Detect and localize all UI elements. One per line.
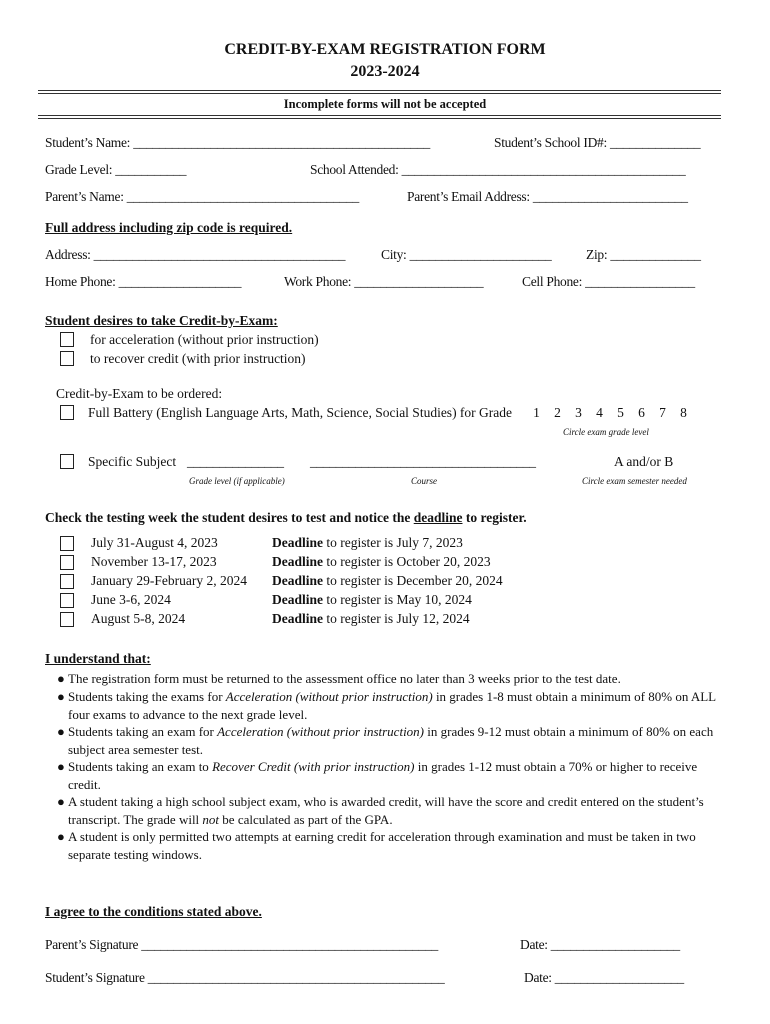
student-date-field[interactable]: Date: ____________________ [524,970,684,985]
condition-item: ● A student taking a high school subject exam, who is awarded credit, will have the score and credit entered on the student’s transcript. The grade will not be calculated as part of the GPA. [57,794,704,827]
week-deadline: Deadline to register is October 20, 2023 [272,554,491,569]
deadline-emphasis: deadline [413,510,463,525]
course-caption: Course [411,476,438,486]
condition-item: ● Students taking the exams for Acceleration (without prior instruction) in grades 1-8 must obtain a minimum of 80% on ALL four exams to advance to the next grade level. [57,689,716,722]
week-checkbox[interactable] [60,555,74,570]
semester-options[interactable]: A and/or B [614,454,674,469]
student-name-field[interactable]: Student’s Name: ______________________________________________ [45,135,430,150]
circle-grade-caption: Circle exam grade level [563,427,649,437]
form-title: CREDIT-BY-EXAM REGISTRATION FORM [224,41,546,58]
grade-option[interactable]: 4 [596,405,603,420]
parent-email-field[interactable]: Parent’s Email Address: ________________________ [407,189,688,204]
grade-option[interactable]: 2 [554,405,561,420]
bullet-icon: ● [57,794,65,809]
week-checkbox[interactable] [60,574,74,589]
specific-subject-checkbox[interactable] [60,454,74,469]
testing-heading: Check the testing week the student desires to test and notice the deadline to register. [45,510,527,525]
incomplete-notice: Incomplete forms will not be accepted [283,97,487,111]
week-deadline: Deadline to register is December 20, 2024 [272,573,503,588]
divider-top-1 [38,90,721,91]
divider-bottom-1 [38,115,721,116]
grade-option[interactable]: 3 [575,405,582,420]
school-attended-field[interactable]: School Attended: ____________________________________________ [310,162,686,177]
student-id-field[interactable]: Student’s School ID#: ______________ [494,135,701,150]
condition-item: ● A student is only permitted two attempts at earning credit for acceleration through examination and must be taken in two separate testing windows. [57,829,696,862]
week-dates: January 29-February 2, 2024 [91,573,247,588]
desire-heading: Student desires to take Credit-by-Exam: [45,313,278,328]
parent-name-field[interactable]: Parent’s Name: ____________________________________ [45,189,359,204]
zip-field[interactable]: Zip: ______________ [586,247,701,262]
agree-heading: I agree to the conditions stated above. [45,904,262,919]
week-dates: August 5-8, 2024 [91,611,186,626]
subject-grade-field[interactable]: _______________ [187,454,284,469]
bullet-icon: ● [57,724,65,739]
grade-option[interactable]: 6 [638,405,645,420]
week-checkbox[interactable] [60,536,74,551]
form-year: 2023-2024 [350,63,420,80]
grade-level-caption: Grade level (if applicable) [189,476,285,486]
acceleration-checkbox[interactable] [60,332,74,347]
grade-option[interactable]: 5 [617,405,624,420]
parent-signature-field[interactable]: Parent’s Signature ______________________________________________ [45,937,438,952]
grade-level-field[interactable]: Grade Level: ___________ [45,162,187,177]
condition-item: ● Students taking an exam for Acceleration (without prior instruction) in grades 9-12 must obtain a minimum of 80% on each subject area semester test. [57,724,714,757]
week-checkbox[interactable] [60,593,74,608]
recover-credit-checkbox[interactable] [60,351,74,366]
parent-date-field[interactable]: Date: ____________________ [520,937,680,952]
understand-heading: I understand that: [45,651,151,666]
divider-top-2 [38,93,721,94]
address-field[interactable]: Address: _______________________________________ [45,247,346,262]
grade-option[interactable]: 1 [533,405,540,420]
address-heading: Full address including zip code is required. [45,220,293,235]
semester-caption: Circle exam semester needed [582,476,687,486]
grade-option[interactable]: 7 [659,405,666,420]
week-deadline: Deadline to register is July 12, 2024 [272,611,470,626]
week-dates: July 31-August 4, 2023 [91,535,218,550]
student-signature-field[interactable]: Student’s Signature ______________________________________________ [45,970,445,985]
week-checkbox[interactable] [60,612,74,627]
week-dates: November 13-17, 2023 [91,554,217,569]
home-phone-field[interactable]: Home Phone: ___________________ [45,274,242,289]
bullet-icon: ● [57,759,65,774]
full-battery-checkbox[interactable] [60,405,74,420]
grade-options [526,405,694,421]
work-phone-field[interactable]: Work Phone: ____________________ [284,274,484,289]
city-field[interactable]: City: ______________________ [381,247,552,262]
condition-item: ● The registration form must be returned to the assessment office no later than 3 weeks prior to the test date. [57,671,621,686]
cell-phone-field[interactable]: Cell Phone: _________________ [522,274,695,289]
week-deadline: Deadline to register is May 10, 2024 [272,592,472,607]
grade-option[interactable]: 8 [680,405,687,420]
divider-bottom-2 [38,118,721,119]
bullet-icon: ● [57,829,65,844]
condition-item: ● Students taking an exam to Recover Credit (with prior instruction) in grades 1-12 must obtain a 70% or higher to receive credit. [57,759,698,792]
course-field[interactable]: ___________________________________ [310,454,536,469]
specific-subject-label: Specific Subject [88,454,177,469]
order-heading: Credit-by-Exam to be ordered: [56,386,223,401]
acceleration-label: for acceleration (without prior instruction) [90,332,319,347]
week-dates: June 3-6, 2024 [91,592,171,607]
full-battery-label: Full Battery (English Language Arts, Math, Science, Social Studies) for Grade [88,405,513,420]
recover-credit-label: to recover credit (with prior instruction) [90,351,306,366]
bullet-icon: ● [57,671,65,686]
week-deadline: Deadline to register is July 7, 2023 [272,535,463,550]
bullet-icon: ● [57,689,65,704]
